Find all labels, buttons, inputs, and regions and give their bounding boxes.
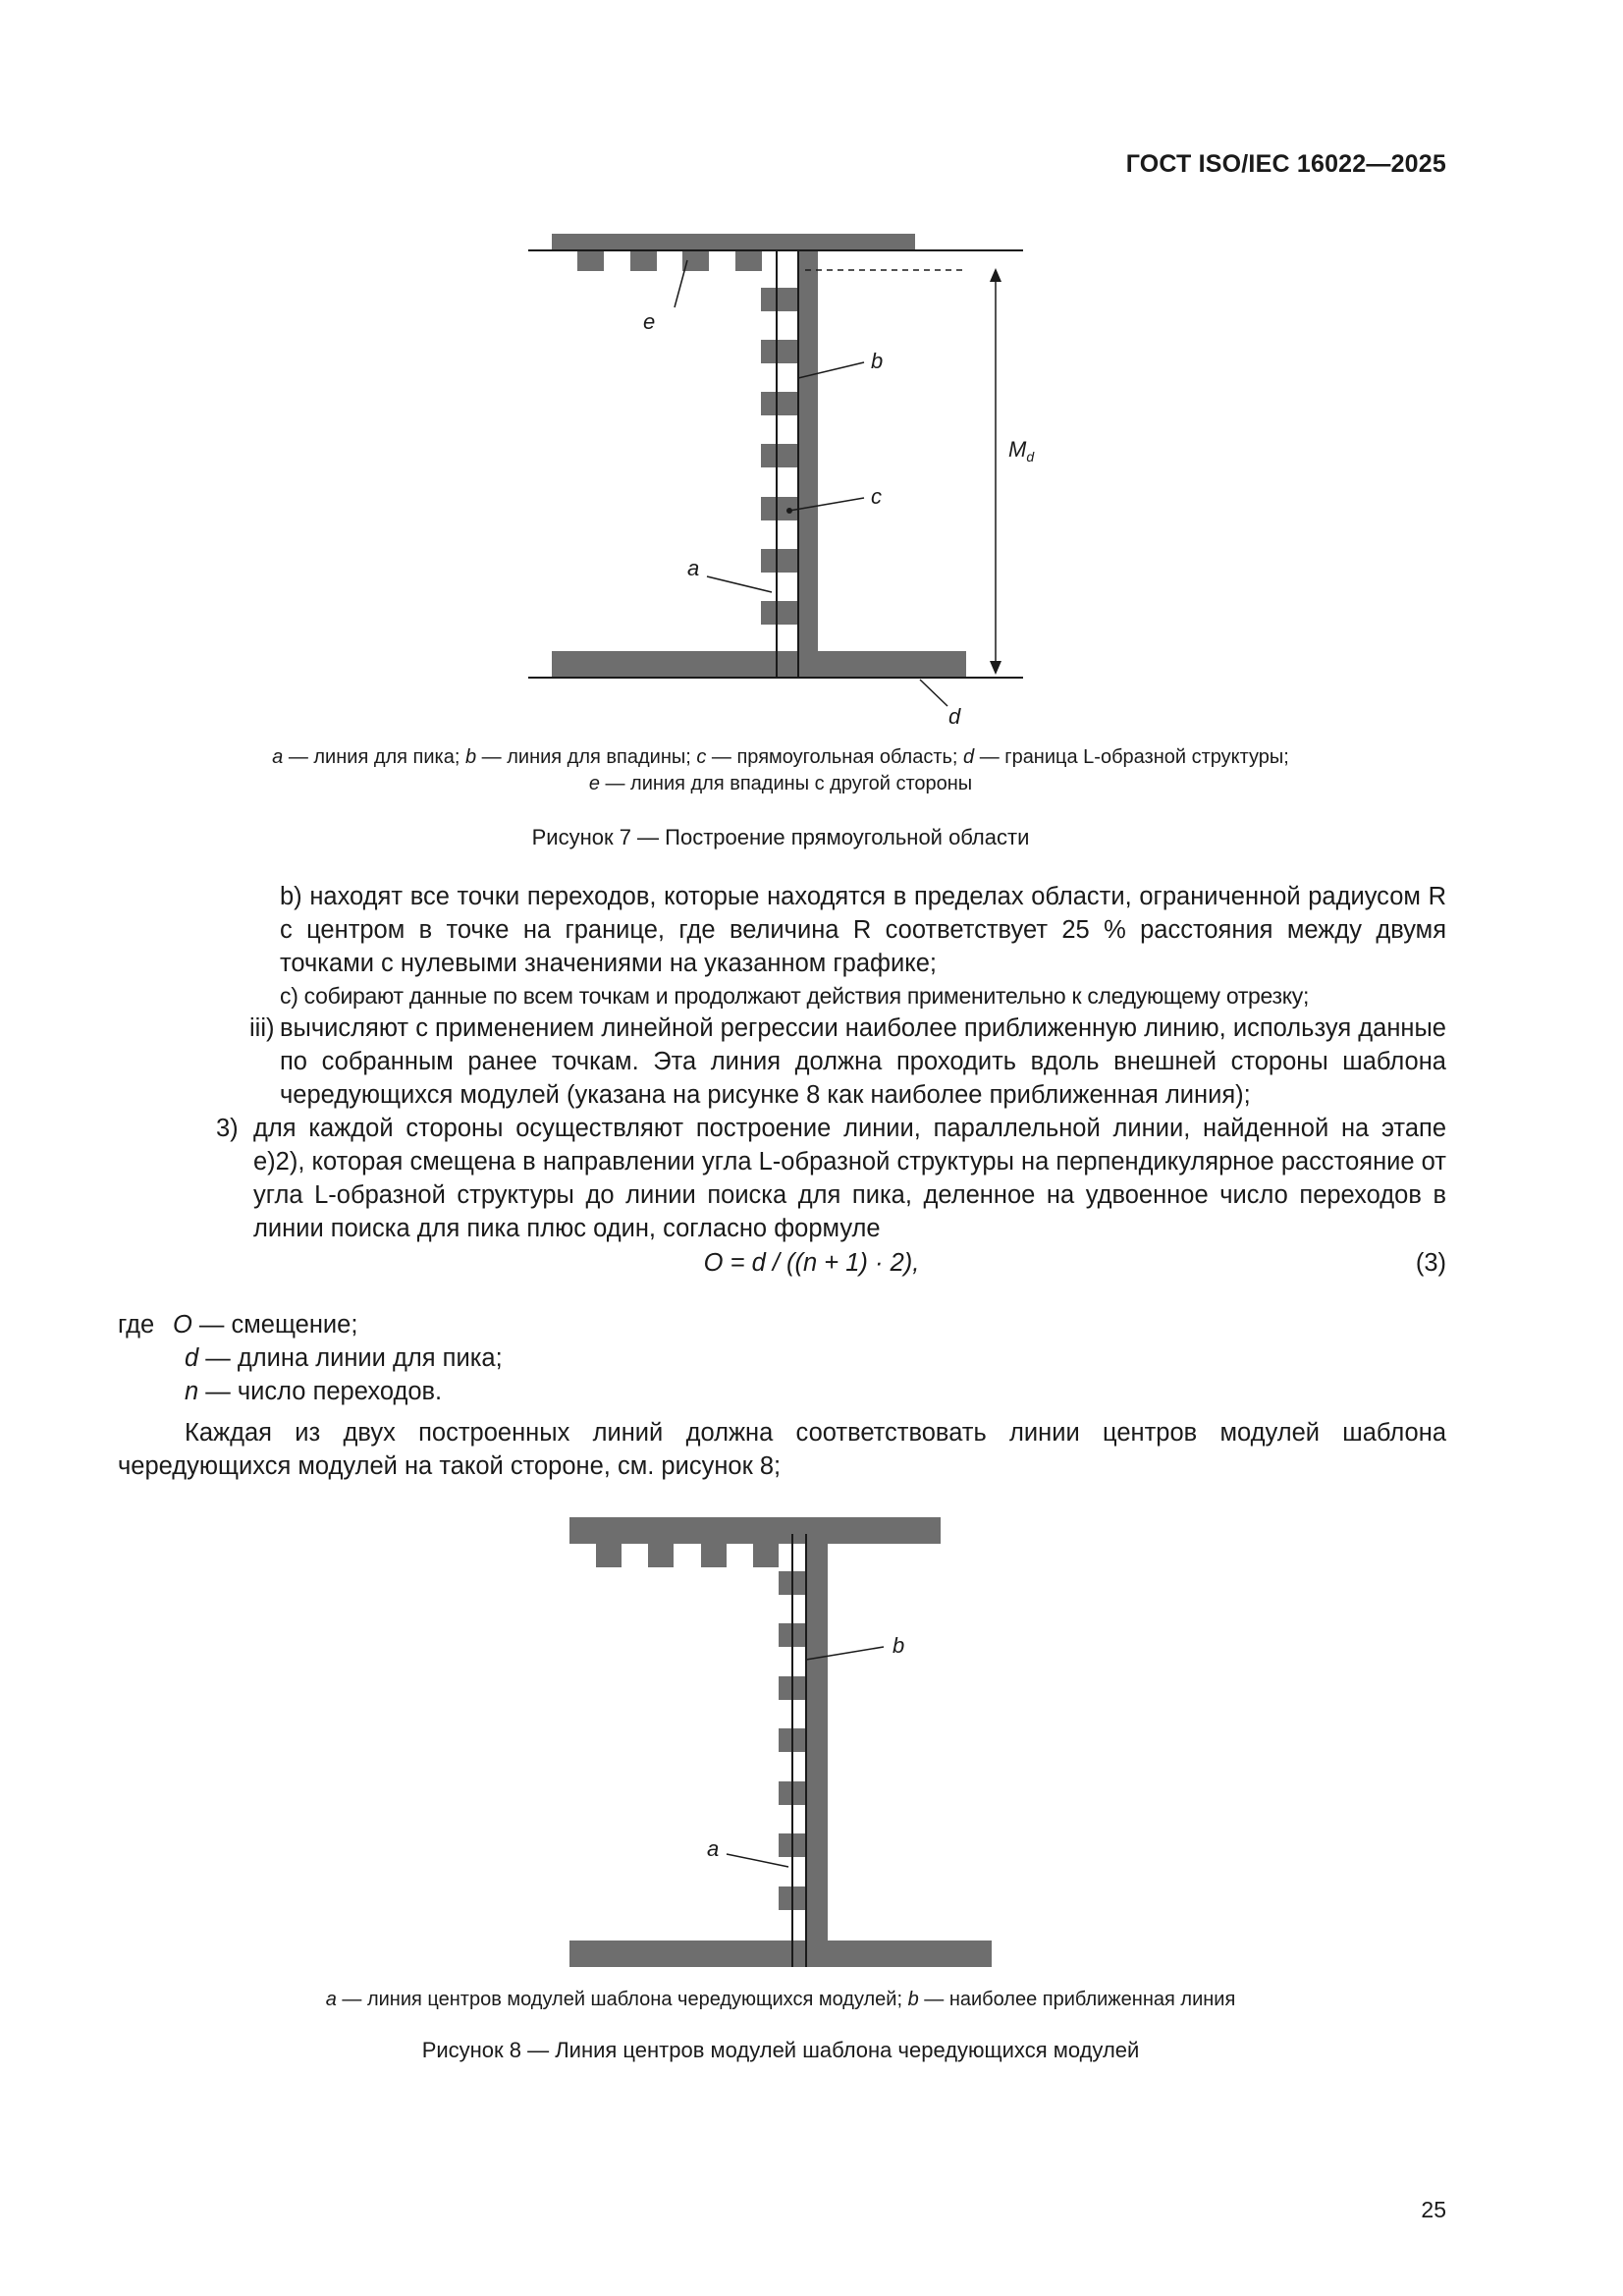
fig7-leader-a xyxy=(707,576,772,592)
item-iii-paragraph: вычисляют с применением линейной регрессии наиболее приближенную линию, используя данные по собранным ранее точкам. Эта линия должна проходить вдоль внешней стороны шаблона чередующихся модулей (указана на рисунке 8 как наиболее приближенная линия); xyxy=(280,1014,1446,1109)
figure-8-title: Рисунок 8 — Линия центров модулей шаблона чередующихся модулей xyxy=(421,2038,1140,2062)
fig7-side-tooth xyxy=(761,601,798,625)
item-b-paragraph: b) находят все точки переходов, которые находятся в пределах области, ограниченной радиусом R с центром в точке на границе, где величина R соответствует 25 % расстояния между двумя точками с нулевыми значениями на указанном графике; xyxy=(280,883,1446,977)
fig7-top-tooth xyxy=(682,250,709,271)
fig7-side-tooth xyxy=(761,288,798,311)
fig7-label-c: c xyxy=(871,484,882,509)
item-3-paragraph: для каждой стороны осуществляют построение линии, параллельной линии, найденной на этапе e)2), которая смещена в направлении угла L-образной структуры на перпендикулярное расстояние от угла L-образной структуры до линии поиска для пика, деленное на удвоенное число переходов в линии поиска для пика плюс один, согласно формуле xyxy=(253,1115,1446,1242)
fig7-label-b: b xyxy=(871,349,884,373)
fig7-legend-line-2 xyxy=(118,771,1443,797)
fig7-leader-c-dot xyxy=(786,508,792,514)
formula-number: (3) xyxy=(1415,1249,1446,1277)
fig7-label-d: d xyxy=(948,704,961,729)
figure-7-legend xyxy=(118,744,1443,797)
variable-description: — число переходов. xyxy=(198,1378,443,1405)
fig7-label-e: e xyxy=(643,309,656,334)
fig7-side-tooth xyxy=(761,497,798,520)
fig7-top-bar xyxy=(552,234,915,250)
legend-text: — линия центров модулей шаблона чередующихся модулей; xyxy=(336,1989,908,2010)
fig7-label-md-sub: d xyxy=(1026,449,1035,465)
variable-row xyxy=(185,1341,503,1375)
page-number: 25 xyxy=(1421,2197,1446,2222)
fig8-top-tooth xyxy=(596,1544,622,1567)
legend-key: c xyxy=(696,746,707,768)
fig7-leader-e xyxy=(675,260,687,307)
fig7-label-md xyxy=(1008,437,1035,465)
fig8-bottom-bar xyxy=(569,1941,992,1967)
legend-text: — прямоугольная область; xyxy=(706,746,964,768)
fig7-top-tooth xyxy=(577,250,604,271)
item-c-paragraph: c) собирают данные по всем точкам и продолжают действия применительно к следующему отрезку; xyxy=(280,983,1310,1009)
fig7-vertical-stem xyxy=(798,250,818,651)
fig8-top-tooth xyxy=(701,1544,727,1567)
legend-text: — линия для впадины с другой стороны xyxy=(599,773,973,794)
fig7-legend-line-1 xyxy=(118,744,1443,771)
variable-row xyxy=(173,1308,357,1341)
legend-key: b xyxy=(907,1989,919,2010)
fig7-side-tooth xyxy=(761,392,798,415)
legend-text: — линия для впадины; xyxy=(476,746,697,768)
fig7-label-md-main: M xyxy=(1008,437,1027,462)
document-header: ГОСТ ISO/IEC 16022—2025 xyxy=(1125,150,1446,178)
variable-symbol: n xyxy=(185,1378,199,1405)
variable-description: — длина линии для пика; xyxy=(198,1344,503,1372)
fig8-top-tooth xyxy=(648,1544,674,1567)
closing-text: Каждая из двух построенных линий должна соответствовать линии центров модулей шаблона чередующихся модулей на такой стороне, см. рисунок 8; xyxy=(118,1419,1446,1480)
legend-text: — граница L-образной структуры; xyxy=(974,746,1289,768)
legend-key: b xyxy=(464,746,477,768)
variable-symbol: d xyxy=(185,1344,199,1372)
variable-description: — смещение; xyxy=(191,1311,358,1339)
item-3-marker: 3) xyxy=(216,1115,239,1142)
fig7-side-tooth xyxy=(761,444,798,467)
figure-7-diagram xyxy=(511,221,1041,732)
fig7-leader-d xyxy=(920,680,947,706)
legend-key: e xyxy=(588,773,600,794)
item-iii-marker: iii) xyxy=(249,1014,275,1042)
legend-key: a xyxy=(272,746,284,768)
legend-text: — линия для пика; xyxy=(283,746,465,768)
fig7-top-tooth xyxy=(630,250,657,271)
fig7-bottom-bar xyxy=(552,651,966,678)
fig7-label-a: a xyxy=(687,556,700,580)
where-word: где xyxy=(118,1311,155,1339)
formula-text: O = d / ((n + 1) · 2), xyxy=(703,1249,920,1277)
fig7-side-tooth xyxy=(761,549,798,573)
fig8-top-bar xyxy=(569,1517,941,1544)
variable-symbol: O xyxy=(173,1311,192,1339)
figure-8-legend xyxy=(118,1987,1443,2013)
fig8-label-a: a xyxy=(707,1836,720,1861)
fig8-label-b: b xyxy=(893,1633,905,1658)
fig8-vertical-stem xyxy=(806,1544,828,1941)
legend-text: — наиболее приближенная линия xyxy=(918,1989,1236,2010)
fig7-md-arrow-top xyxy=(990,268,1001,282)
figure-8-diagram xyxy=(550,1503,1011,1974)
fig7-side-tooth xyxy=(761,340,798,363)
legend-key: a xyxy=(325,1989,337,2010)
formula-3 xyxy=(0,1249,1623,1278)
fig8-top-tooth xyxy=(753,1544,779,1567)
fig7-top-tooth xyxy=(735,250,762,271)
legend-key: d xyxy=(963,746,975,768)
fig7-md-arrow-bottom xyxy=(990,661,1001,675)
variable-row xyxy=(185,1375,442,1408)
closing-paragraph xyxy=(118,1416,1446,1483)
figure-7-title: Рисунок 7 — Построение прямоугольной области xyxy=(531,825,1030,849)
